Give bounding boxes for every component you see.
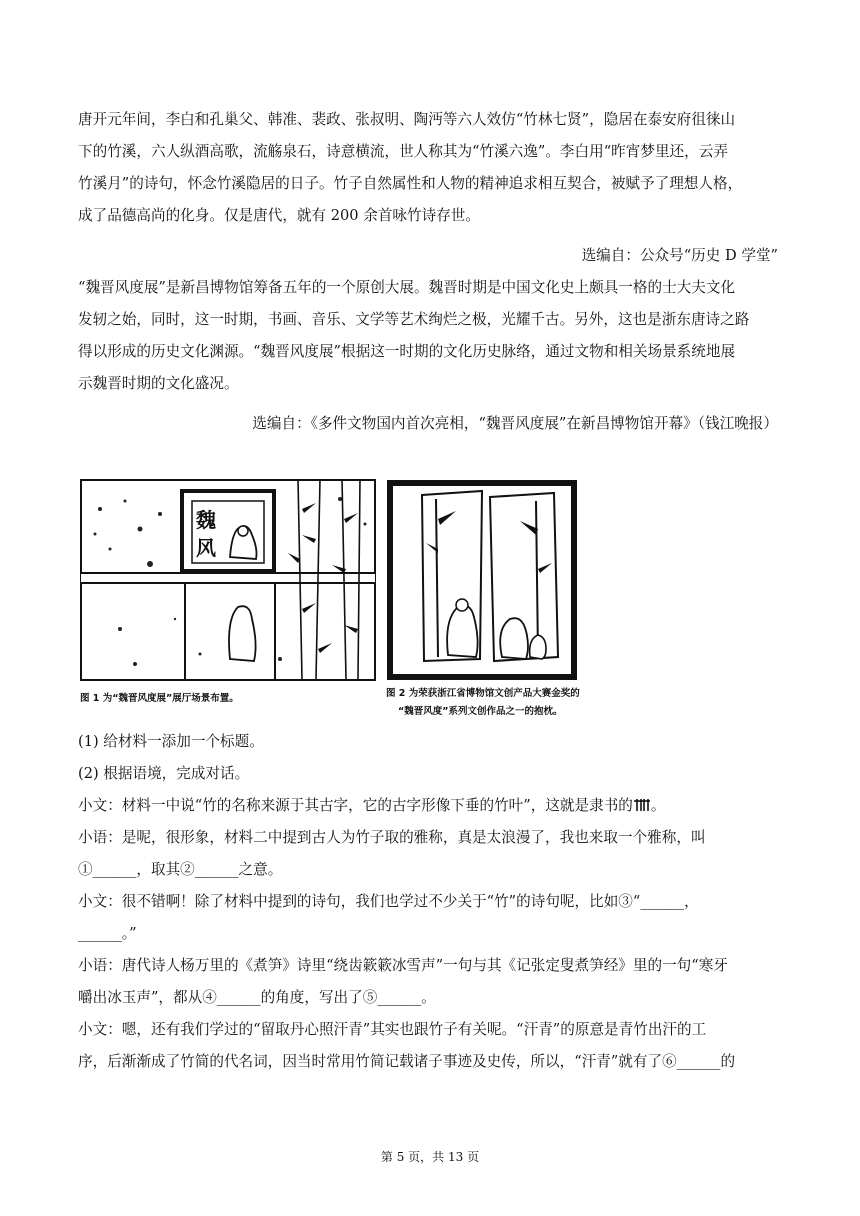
dialogue-4-line-2: 嚼出冰玉声”，都从④______的角度，写出了⑤______。 (78, 989, 436, 1006)
figure-1-exhibition-hall (80, 479, 376, 685)
material-one-line-4: 成了品德高尚的化身。仅是唐代，就有 200 余首咏竹诗存世。 (78, 207, 480, 224)
question-block (78, 726, 778, 1078)
material-two-line-4: 示魏晋时期的文化盛况。 (78, 375, 239, 392)
material-one-line-3: 竹溪月”的诗句，怀念竹溪隐居的日子。竹子自然属性和人物的精神追求相互契合，被赋予了理想人格， (78, 175, 743, 192)
dialogue-1-end: 。 (650, 797, 666, 814)
dialogue-3-line-2: ______。” (78, 925, 137, 942)
page-footer: 第 5 页，共 13 页 (380, 1150, 480, 1164)
question-2: (2) 根据语境，完成对话。 (78, 765, 250, 782)
dialogue-3-line-1: 小文：很不错啊！除了材料中提到的诗句，我们也学过不少关于“竹”的诗句呢，比如③“______， (78, 893, 699, 910)
material-two-line-2: 发轫之始，同时，这一时期，书画、音乐、文学等艺术绚烂之极，光耀千古。另外，这也是浙东唐诗之路 (78, 311, 750, 328)
pillow-illustration (386, 479, 578, 681)
material-two-line-1: “魏晋风度展”是新昌博物馆筹备五年的一个原创大展。魏晋时期是中国文化史上颇具一格的士大夫文化 (78, 279, 736, 296)
dialogue-5-line-2: 序，后渐渐成了竹简的代名词，因当时常用竹简记载诸子事迹及史传，所以，“汗青”就有了⑥______的 (78, 1053, 736, 1070)
plaque-char-1: 魏 (196, 508, 216, 532)
figure-2-caption-line-1: 图 2 为荣获浙江省博物馆文创产品大赛金奖的 (386, 688, 580, 699)
dialogue-5-line-1: 小文：嗯，还有我们学过的“留取丹心照汗青”其实也跟竹子有关呢。“汗青”的原意是青竹出汗的工 (78, 1021, 707, 1038)
figure-2-caption-line-2: “魏晋风度”系列文创作品之一的抱枕。 (398, 706, 563, 717)
material-one-line-2: 下的竹溪，六人纵酒高歌，流觞泉石，诗意横流，世人称其为“竹溪六逸”。李白用“昨宵梦里还，云弄 (78, 143, 728, 160)
dialogue-2-line-1: 小语：是呢，很形象，材料二中提到古人为竹子取的雅称，真是太浪漫了，我也来取一个雅称，叫 (78, 829, 706, 846)
dialogue-4-line-1: 小语：唐代诗人杨万里的《煮笋》诗里“绕齿簌簌冰雪声”一句与其《记张定叟煮笋经》里的一句“寒牙 (78, 957, 728, 974)
exhibition-hall-illustration (80, 479, 376, 681)
material-two-line-3: 得以形成的历史文化渊源。“魏晋风度展”根据这一时期的文化历史脉络，通过文物和相关场景系统地展 (78, 343, 736, 360)
material-one-source: 选编自：公众号“历史 D 学堂” (581, 247, 778, 264)
dialogue-1-text: 小文：材料一中说“竹的名称来源于其古字，它的古字形像下垂的竹叶”，这就是隶书的 (78, 797, 633, 814)
lishu-bamboo-glyph-icon (633, 798, 651, 812)
dialogue-2-line-2: ①______，取其②______之意。 (78, 861, 283, 878)
figure-2-pillow (386, 479, 578, 685)
material-two-paragraph (78, 272, 778, 400)
material-two-source: 选编自：《多件文物国内首次亮相，“魏晋风度展”在新昌博物馆开幕》（钱江晚报） (252, 415, 778, 432)
figure-1-caption: 图 1 为“魏晋风度展”展厅场景布置。 (80, 693, 239, 704)
material-one-paragraph (78, 104, 778, 232)
plaque-char-2: 风 (196, 536, 216, 560)
dialogue-1 (78, 790, 778, 822)
question-1: (1) 给材料一添加一个标题。 (78, 733, 264, 750)
material-one-line-1: 唐开元年间，李白和孔巢父、韩准、裴政、张叔明、陶沔等六人效仿“竹林七贤”，隐居在泰安府徂徕山 (78, 111, 736, 128)
